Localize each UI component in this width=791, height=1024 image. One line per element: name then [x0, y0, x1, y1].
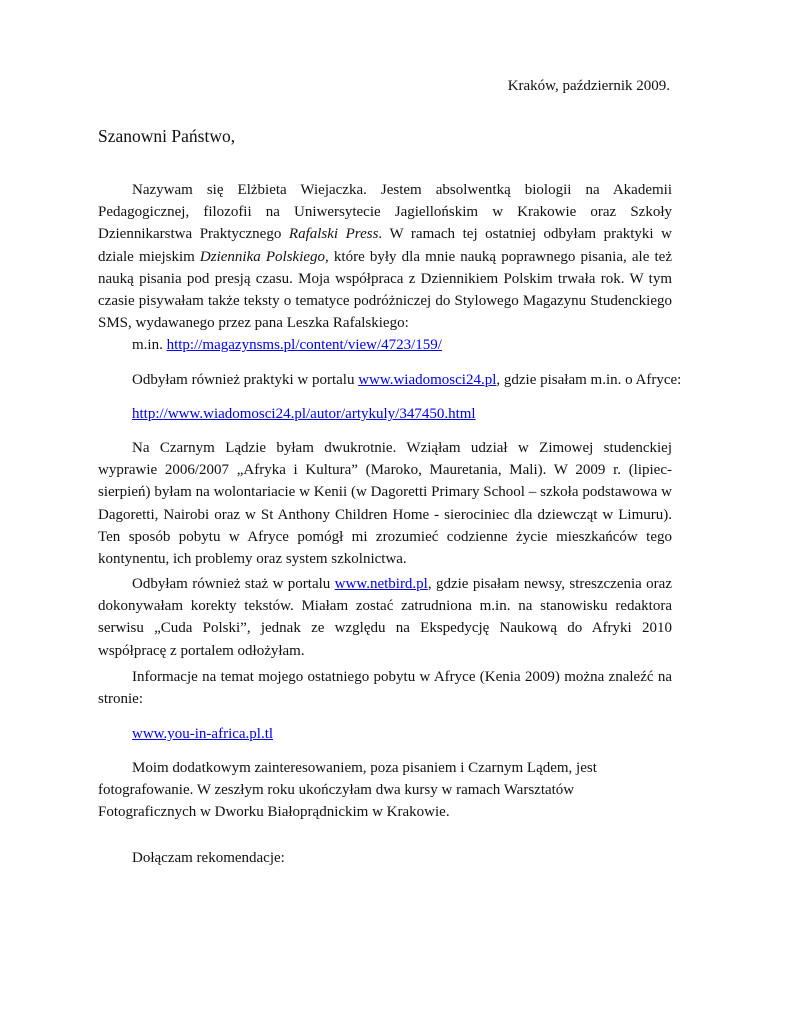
salutation: Szanowni Państwo,: [98, 126, 236, 146]
closing-line: Dołączam rekomendacje:: [132, 850, 285, 866]
you-in-africa-link[interactable]: www.you-in-africa.pl.tl: [132, 726, 274, 742]
letter-date: Kraków, październik 2009.: [507, 78, 670, 94]
wiadomosci24-link[interactable]: www.wiadomosci24.pl: [358, 372, 497, 388]
wiadomosci-paragraph: [132, 369, 681, 391]
wiadomosci-url-line: [132, 403, 476, 425]
wiadomosci-text-b: , gdzie pisałam m.in. o Afryce:: [496, 372, 682, 388]
africa-link-line: [132, 723, 273, 745]
netbird-text-a: Odbyłam również staż w portalu: [132, 576, 335, 592]
wiadomosci-text-a: Odbyłam również praktyki w portalu: [132, 372, 359, 388]
wiadomosci24-author-link[interactable]: http://www.wiadomosci24.pl/autor/artykuly/347450.html: [132, 406, 476, 422]
magazynsms-link[interactable]: http://magazynsms.pl/content/view/4723/159/: [166, 337, 442, 353]
intro-text-a: Nazywam się Elżbieta Wiejaczka. Jestem absolwentką biologii na Akademii Pedagogicznej, filozofii na Uniwersytecie Jagiellońskim w Krakowie oraz Szkoły Dziennikarstwa Praktycznego: [98, 182, 672, 243]
paragraph-info: Informacje na temat mojego ostatniego pobytu w Afryce (Kenia 2009) można znaleźć na stronie:: [98, 669, 672, 708]
intro-text-b: . W ramach tej ostatniej odbyłam praktyki w dziale miejskim: [98, 226, 673, 265]
intro-text-c: , które były dla mnie nauką poprawnego pisania, ale też nauką pisania pod presją czasu. Moja współpraca z Dziennikiem Polskim trwała rok. W tym czasie pisywałam także teksty o tematyce podróżniczej do Stylowego Magazynu Studenckiego SMS, wydawanego przez pana Leszka Rafalskiego:: [98, 248, 672, 332]
paragraph-photography: Moim dodatkowym zainteresowaniem, poza pisaniem i Czarnym Lądem, jest fotografowanie. W zeszłym roku ukończyłam dwa kursy w ramach Warsztatów Fotograficznych w Dworku Białoprądnickim w Krakowie.: [98, 760, 597, 821]
dziennik-polski-title: Dziennika Polskiego: [199, 248, 326, 265]
rafalski-press-title: Rafalski Press: [288, 226, 379, 243]
magazine-link-line: [132, 334, 442, 356]
paragraph-africa: Na Czarnym Lądzie byłam dwukrotnie. Wziąłam udział w Zimowej studenckiej wyprawie 2006/2007 „Afryka i Kultura” (Maroko, Mauretania, Mali). W 2009 r. (lipiec-sierpień) byłam na wolontariacie w Kenii (w Dagoretti Primary School – szkoła podstawowa w Dagoretti, Nairobi oraz w St Anthony Children Home - sierociniec dla dziewcząt w Limuru). Ten sposób pobytu w Afryce pomógł mi zrozumieć codzienne życie mieszkańców tego kontynentu, ich problemy oraz system szkolnictwa.: [98, 440, 672, 568]
netbird-link[interactable]: www.netbird.pl: [334, 576, 428, 592]
netbird-text-b: , gdzie pisałam newsy, streszczenia oraz dokonywałam korekty tekstów. Miałam zostać zatrudniona m.in. na stanowisku redaktora serwisu „Cuda Polski”, jednak ze względu na Ekspedycję Naukową do Afryki 2010 współpracę z portalem odłożyłam.: [98, 576, 672, 659]
paragraph-introduction: [98, 179, 672, 334]
magazine-link-prefix: m.in.: [132, 337, 167, 353]
paragraph-netbird: [98, 573, 672, 662]
